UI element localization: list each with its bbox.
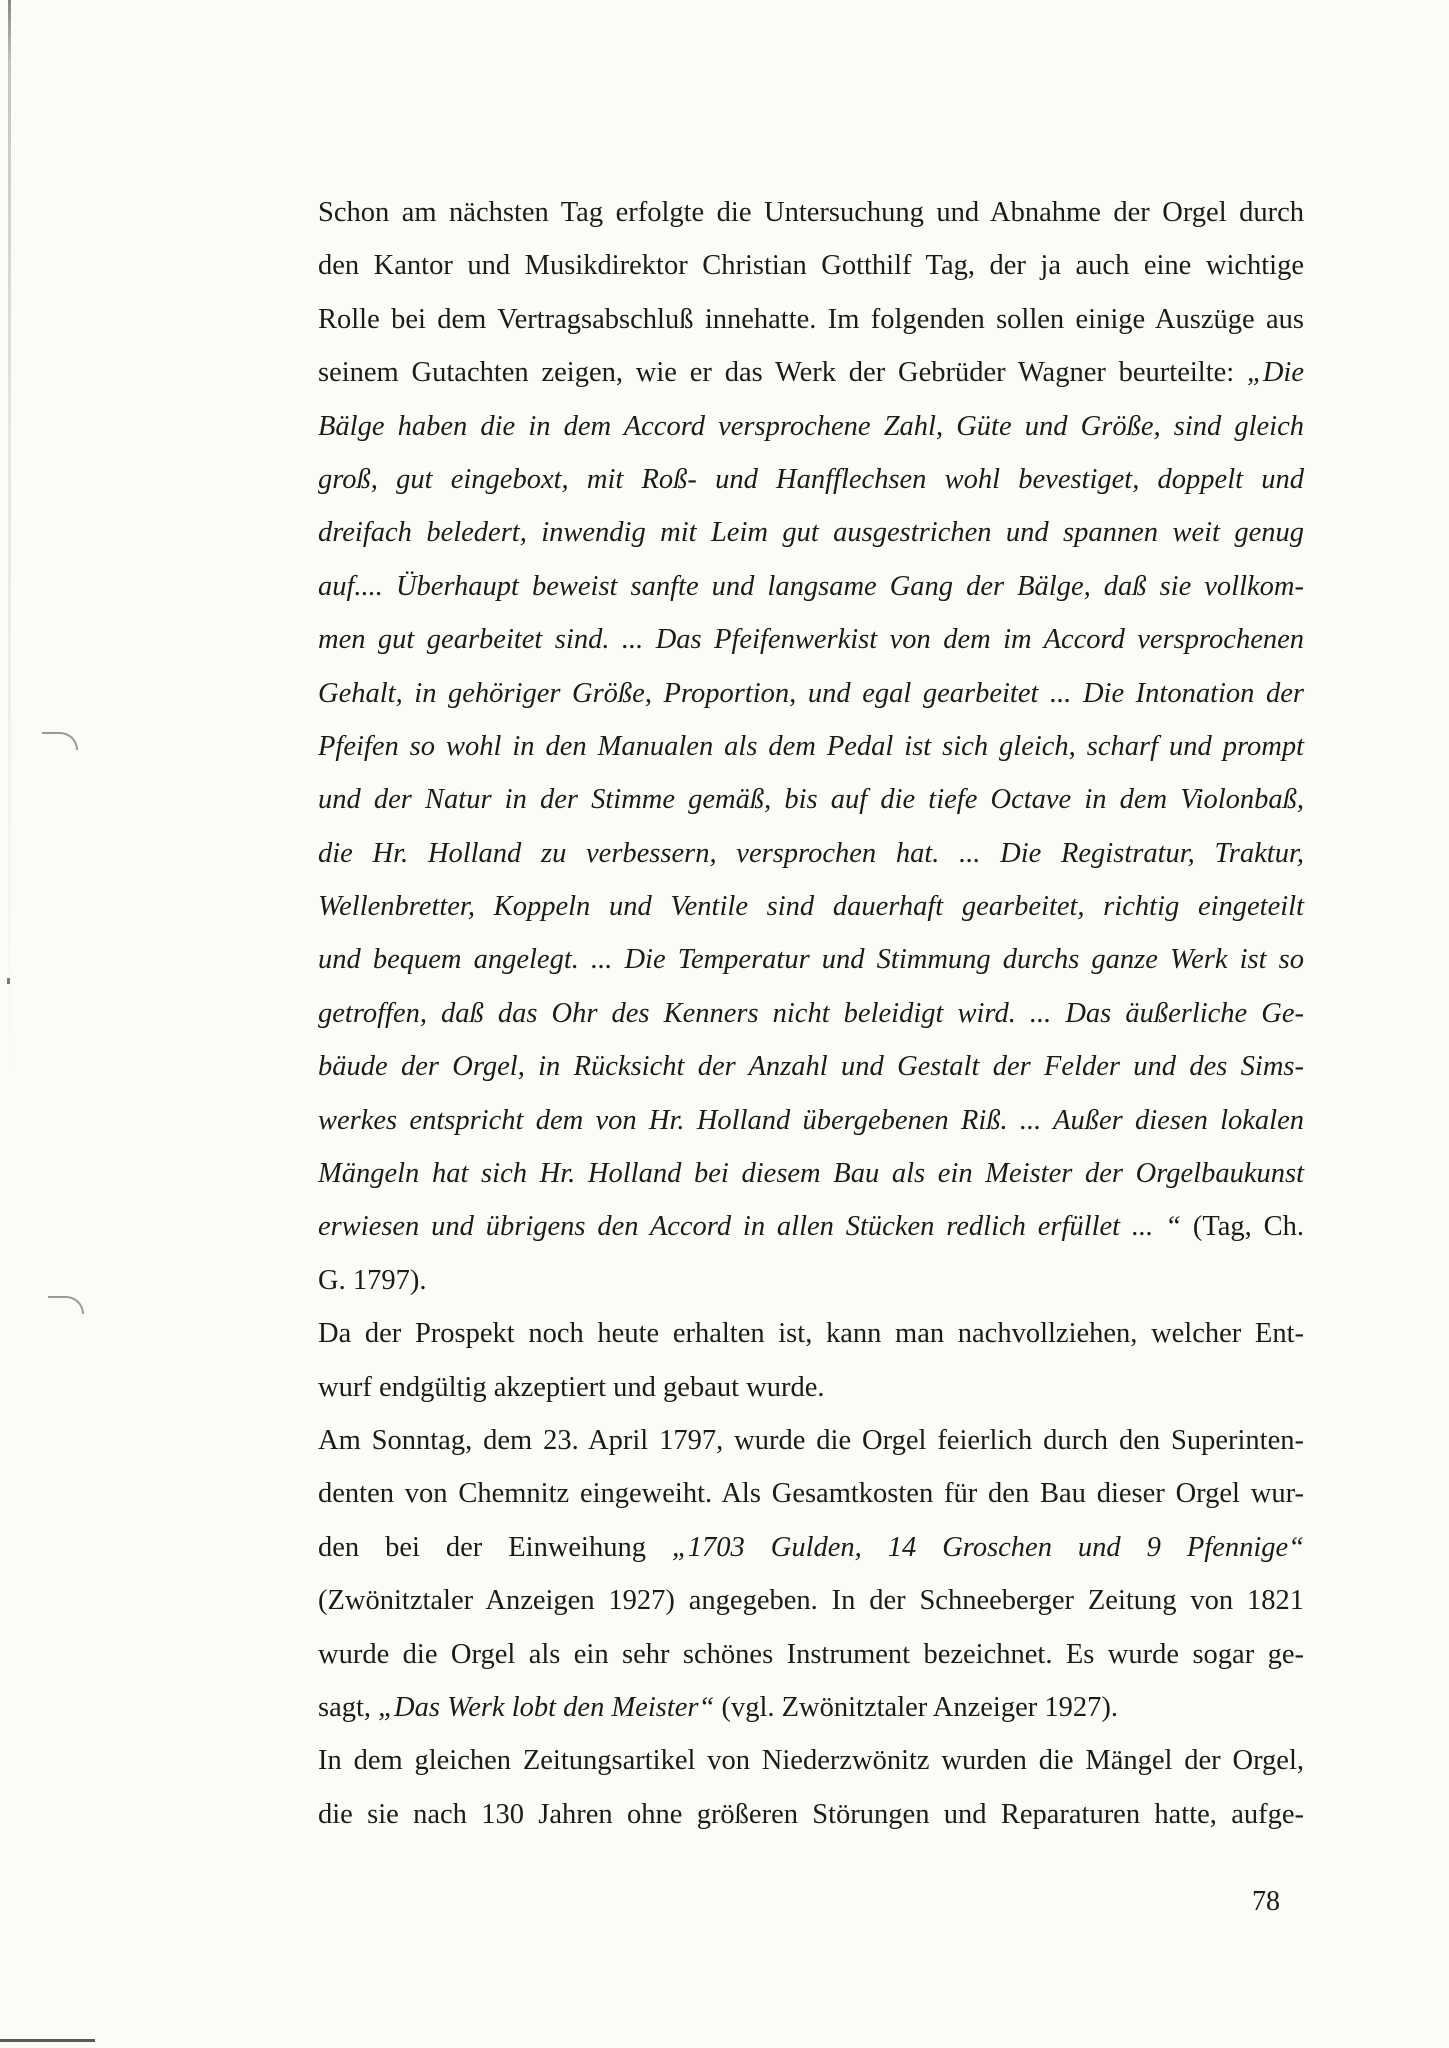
paragraph	[318, 1414, 1304, 1734]
text-segment: Rolle bei dem Vertragsabschluß innehatte. Im folgenden sollen einige Auszüge aus	[318, 303, 1304, 335]
text-line	[318, 1200, 1304, 1253]
quoted-text: Wellenbretter, Koppeln und Ventile sind dauerhaft gearbeitet, richtig eingeteilt	[318, 891, 1304, 923]
text-line	[318, 720, 1304, 773]
body-text	[318, 186, 1304, 1841]
quoted-text: werkes entspricht dem von Hr. Holland übergebenen Riß. ... Außer diesen lokalen	[318, 1104, 1304, 1136]
text-line	[318, 1147, 1304, 1200]
text-line	[318, 1254, 1304, 1307]
text-line	[318, 239, 1304, 292]
quoted-text: und der Natur in der Stimme gemäß, bis auf die tiefe Octave in dem Violonbaß,	[318, 784, 1304, 816]
quoted-text: Bälge haben die in dem Accord versprochene Zahl, Güte und Größe, sind gleich	[318, 410, 1304, 442]
text-line	[318, 1574, 1304, 1627]
quoted-text: Gehalt, in gehöriger Größe, Proportion, und egal gearbeitet ... Die Intonation der	[318, 677, 1304, 709]
text-line	[318, 1361, 1304, 1414]
text-segment: (Tag, Ch.	[1180, 1211, 1304, 1243]
text-line	[318, 1094, 1304, 1147]
scan-mark	[42, 732, 78, 750]
text-segment: den bei der Einweihung	[318, 1531, 672, 1563]
text-line	[318, 453, 1304, 506]
text-line	[318, 1414, 1304, 1467]
quoted-text: erwiesen und übrigens den Accord in allen Stücken redlich erfüllet ... “	[318, 1211, 1181, 1243]
scan-left-edge	[8, 0, 11, 1080]
quoted-text: und bequem angelegt. ... Die Temperatur und Stimmung durchs ganze Werk ist so	[318, 944, 1304, 976]
text-line	[318, 613, 1304, 666]
quoted-text: „Die	[1247, 357, 1304, 389]
quoted-text: men gut gearbeitet sind. ... Das Pfeifenwerkist von dem im Accord versprochenen	[318, 624, 1304, 656]
text-segment: Am Sonntag, dem 23. April 1797, wurde die Orgel feierlich durch den Superinten-	[318, 1424, 1304, 1456]
text-line	[318, 560, 1304, 613]
text-line	[318, 827, 1304, 880]
text-segment: In dem gleichen Zeitungsartikel von Niederzwönitz wurden die Mängel der Orgel,	[318, 1745, 1304, 1777]
text-line	[318, 1467, 1304, 1520]
text-segment: (vgl. Zwönitztaler Anzeiger 1927).	[714, 1691, 1118, 1723]
text-line	[318, 880, 1304, 933]
scan-bottom-shadow	[0, 2039, 95, 2042]
paragraph	[318, 1307, 1304, 1414]
text-segment: die sie nach 130 Jahren ohne größeren Störungen und Reparaturen hatte, aufge-	[318, 1798, 1304, 1830]
text-line	[318, 1734, 1304, 1787]
text-segment: seinem Gutachten zeigen, wie er das Werk der Gebrüder Wagner beurteilte:	[318, 357, 1247, 389]
text-line	[318, 1307, 1304, 1360]
text-segment: wurf endgültig akzeptiert und gebaut wurde.	[318, 1371, 825, 1403]
quoted-text: getroffen, daß das Ohr des Kenners nicht beleidigt wird. ... Das äußerliche Ge-	[318, 997, 1304, 1029]
text-line	[318, 293, 1304, 346]
text-line	[318, 773, 1304, 826]
text-line	[318, 1681, 1304, 1734]
quoted-text: „1703 Gulden, 14 Groschen und 9 Pfennige“	[671, 1531, 1304, 1563]
text-line	[318, 987, 1304, 1040]
text-line	[318, 346, 1304, 399]
quoted-text: auf.... Überhaupt beweist sanfte und langsame Gang der Bälge, daß sie vollkom-	[318, 570, 1304, 602]
quoted-text: groß, gut eingeboxt, mit Roß- und Hanfflechsen wohl bevestiget, doppelt und	[318, 463, 1304, 495]
text-line	[318, 1628, 1304, 1681]
text-segment: Da der Prospekt noch heute erhalten ist, kann man nachvollziehen, welcher Ent-	[318, 1318, 1304, 1350]
quoted-text: bäude der Orgel, in Rücksicht der Anzahl und Gestalt der Felder und des Sims-	[318, 1051, 1304, 1083]
text-line	[318, 667, 1304, 720]
text-segment: wurde die Orgel als ein sehr schönes Instrument bezeichnet. Es wurde sogar ge-	[318, 1638, 1304, 1670]
text-line	[318, 933, 1304, 986]
text-segment: den Kantor und Musikdirektor Christian Gotthilf Tag, der ja auch eine wichtige	[318, 250, 1304, 282]
page-number: 78	[1252, 1886, 1280, 1917]
text-line	[318, 186, 1304, 239]
text-segment: (Zwönitztaler Anzeigen 1927) angegeben. In der Schneeberger Zeitung von 1821	[318, 1585, 1304, 1617]
scan-mark	[48, 1296, 84, 1314]
text-line	[318, 1788, 1304, 1841]
text-segment: denten von Chemnitz eingeweiht. Als Gesamtkosten für den Bau dieser Orgel wur-	[318, 1478, 1304, 1510]
text-segment: G. 1797).	[318, 1264, 427, 1296]
quoted-text: die Hr. Holland zu verbessern, versprochen hat. ... Die Registratur, Traktur,	[318, 837, 1304, 869]
quoted-text: dreifach beledert, inwendig mit Leim gut ausgestrichen und spannen weit genug	[318, 517, 1304, 549]
quoted-text: Mängeln hat sich Hr. Holland bei diesem Bau als ein Meister der Orgelbaukunst	[318, 1158, 1304, 1190]
text-line	[318, 506, 1304, 559]
quoted-text: „Das Werk lobt den Meister“	[378, 1691, 715, 1723]
paragraph	[318, 1734, 1304, 1841]
text-line	[318, 1040, 1304, 1093]
text-line	[318, 400, 1304, 453]
paragraph	[318, 186, 1304, 1307]
quoted-text: Pfeifen so wohl in den Manualen als dem Pedal ist sich gleich, scharf und prompt	[318, 730, 1304, 762]
text-segment: sagt,	[318, 1691, 379, 1723]
scan-speck	[7, 978, 10, 984]
text-segment: Schon am nächsten Tag erfolgte die Untersuchung und Abnahme der Orgel durch	[318, 197, 1304, 228]
text-line	[318, 1521, 1304, 1574]
